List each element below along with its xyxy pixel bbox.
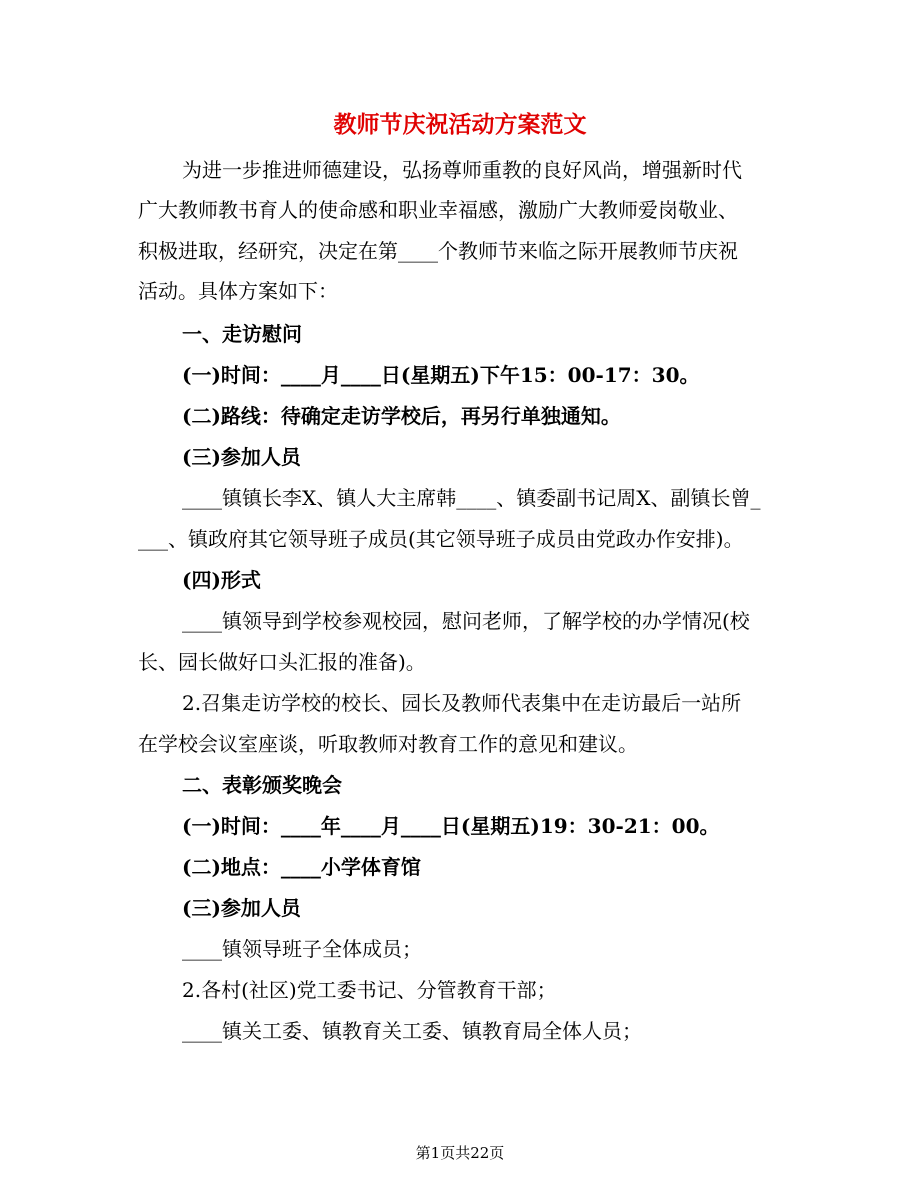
paragraph-line: ____镇领导到学校参观校园，慰问老师，了解学校的办学情况(校 bbox=[182, 609, 750, 633]
paragraph-line: 活动。具体方案如下： bbox=[138, 279, 338, 303]
paragraph-line: 2.召集走访学校的校长、园长及教师代表集中在走访最后一站所 bbox=[182, 691, 742, 715]
paragraph-line: ____镇领导班子全体成员； bbox=[182, 937, 422, 961]
page-number: 第1页共22页 bbox=[415, 1144, 505, 1162]
subheading-location: (二)地点：____小学体育馆 bbox=[182, 855, 421, 879]
document-title: 教师节庆祝活动方案范文 bbox=[333, 111, 587, 138]
paragraph-line: ___、镇政府其它领导班子成员(其它领导班子成员由党政办作安排)。 bbox=[138, 527, 744, 551]
section-heading: 二、表彰颁奖晚会 bbox=[182, 773, 342, 797]
paragraph-line: 广大教师教书育人的使命感和职业幸福感，激励广大教师爱岗敬业、 bbox=[138, 198, 738, 222]
paragraph-line: 在学校会议室座谈，听取教师对教育工作的意见和建议。 bbox=[138, 732, 638, 756]
paragraph-line: 2.各村(社区)党工委书记、分管教育干部； bbox=[182, 978, 557, 1002]
subheading-time: (一)时间：____月____日(星期五)下午15：00-17：30。 bbox=[182, 363, 700, 387]
paragraph-line: 积极进取，经研究，决定在第____个教师节来临之际开展教师节庆祝 bbox=[138, 239, 738, 263]
paragraph-line: 为进一步推进师德建设，弘扬尊师重教的良好风尚，增强新时代 bbox=[182, 158, 742, 182]
section-heading: 一、走访慰问 bbox=[182, 322, 302, 346]
subheading-participants: (三)参加人员 bbox=[182, 445, 301, 469]
subheading-format: (四)形式 bbox=[182, 568, 261, 592]
paragraph-line: 长、园长做好口头汇报的准备)。 bbox=[138, 650, 426, 674]
subheading-time: (一)时间：____年____月____日(星期五)19：30-21：00。 bbox=[182, 814, 720, 838]
paragraph-line: ____镇镇长李X、镇人大主席韩____、镇委副书记周X、副镇长曾_ bbox=[182, 486, 761, 510]
subheading-route: (二)路线：待确定走访学校后，再另行单独通知。 bbox=[182, 404, 621, 428]
subheading-participants: (三)参加人员 bbox=[182, 896, 301, 920]
paragraph-line: ____镇关工委、镇教育关工委、镇教育局全体人员； bbox=[182, 1019, 642, 1043]
